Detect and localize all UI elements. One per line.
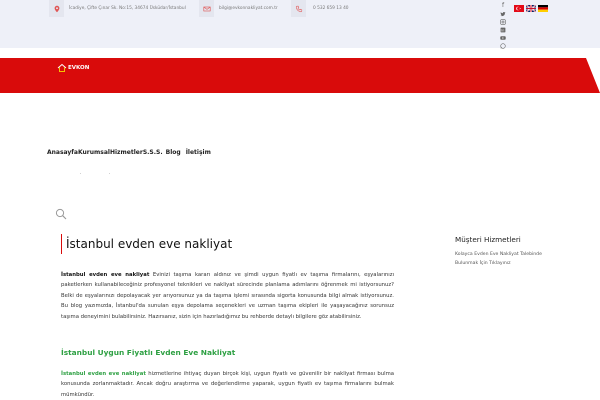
mail-icon bbox=[199, 0, 214, 17]
youtube-icon[interactable] bbox=[500, 35, 506, 41]
nav-item-iletisim[interactable]: İletişim bbox=[185, 149, 211, 156]
social-icons bbox=[498, 3, 508, 49]
brand-name: EVKON bbox=[68, 65, 90, 71]
turkey-flag[interactable] bbox=[514, 5, 524, 12]
nav-item-hizmetler[interactable]: Hizmetler bbox=[109, 149, 143, 156]
intro-bold: İstanbul evden eve nakliyat bbox=[61, 272, 150, 278]
address-text: İcadiye, Çifte Çınar Sk. No:15, 34674 Üsküdar/İstanbul bbox=[69, 6, 186, 11]
brand-logo[interactable] bbox=[57, 63, 89, 73]
nav-item-kurumsal[interactable]: Kurumsal bbox=[77, 149, 110, 156]
germany-flag[interactable] bbox=[538, 5, 548, 12]
article-paragraph-2 bbox=[61, 369, 394, 400]
twitter-icon[interactable] bbox=[500, 11, 506, 17]
search-icon[interactable] bbox=[55, 208, 67, 220]
phone-item[interactable] bbox=[291, 0, 349, 17]
svg-text:in: in bbox=[501, 28, 505, 33]
article-intro bbox=[61, 270, 394, 322]
email-item[interactable] bbox=[199, 0, 278, 17]
top-info-bar bbox=[0, 0, 600, 48]
para2-text: hizmetlerine ihtiyaç duyan birçok kişi, uygun fiyatlı ve güvenilir bir nakliyat firması bulma konusunda zorlanmaktadır. Ancak doğru araştırma ve değerlendirme yaparak, uygun fiyatlı ev taşıma firmalarını bulmak mümkündür. bbox=[61, 371, 394, 398]
intro-text: Evinizi taşıma kararı aldınız ve şimdi uygun fiyatlı ev taşıma firmalarını, eşyalarınızı paketlerken kullanabileceğiniz profesyonel teknikleri ve nakliyat sürecinde planlama adımlarını öğrenmek mi istiyorsunuz? Belki de eşyalarınızı depolayacak yer arıyorsunuz ya da taşıma işlemi sırasında sigorta konusunda bilgi almak istiyorsunuz. Bu blog yazımızda, İstanbul'da sunulan eşya depolama seçenekleri ve uzman taşıma ekipleri ile yaşayacağınız sorunsuz taşıma deneyimini bulabilirsiniz. Hazırsanız, sizin için hazırladığımız bu rehberde detaylı bilgilere göz atabilirsiniz. bbox=[61, 272, 395, 320]
sidebar-link[interactable]: Kolayca Evden Eve Nakliyat Talebinde Bulunmak İçin Tıklayınız bbox=[455, 252, 542, 266]
sidebar-title: Müşteri Hizmetleri bbox=[455, 235, 521, 244]
email-link[interactable]: bilgi@evkonnakliyat.com.tr bbox=[219, 6, 278, 11]
nav-item-anasayfa[interactable]: Anasayfa bbox=[47, 149, 78, 156]
facebook-icon[interactable]: f bbox=[501, 2, 505, 9]
submenu-marker: · bbox=[109, 171, 111, 176]
phone-link[interactable]: 0 532 659 13 40 bbox=[313, 6, 349, 11]
location-icon bbox=[49, 0, 64, 17]
submenu-marker: · bbox=[80, 171, 82, 176]
instagram-icon[interactable] bbox=[500, 19, 506, 25]
linkedin-icon[interactable] bbox=[500, 27, 506, 33]
title-accent-bar bbox=[61, 234, 62, 254]
phone-icon bbox=[291, 0, 306, 17]
article-title: İstanbul evden eve nakliyat bbox=[66, 237, 233, 251]
uk-flag[interactable] bbox=[526, 5, 536, 12]
nav-item-blog[interactable]: Blog bbox=[165, 149, 181, 156]
header-bar bbox=[0, 58, 600, 93]
para2-link[interactable]: İstanbul evden eve nakliyat bbox=[61, 371, 146, 377]
main-nav bbox=[47, 149, 211, 156]
address-item bbox=[49, 0, 186, 17]
nav-item-sss[interactable]: S.S.S. bbox=[142, 149, 163, 156]
house-logo-icon bbox=[57, 63, 67, 73]
whatsapp-icon[interactable] bbox=[500, 43, 506, 49]
article-subheading: İstanbul Uygun Fiyatlı Evden Eve Nakliyat bbox=[61, 348, 236, 357]
